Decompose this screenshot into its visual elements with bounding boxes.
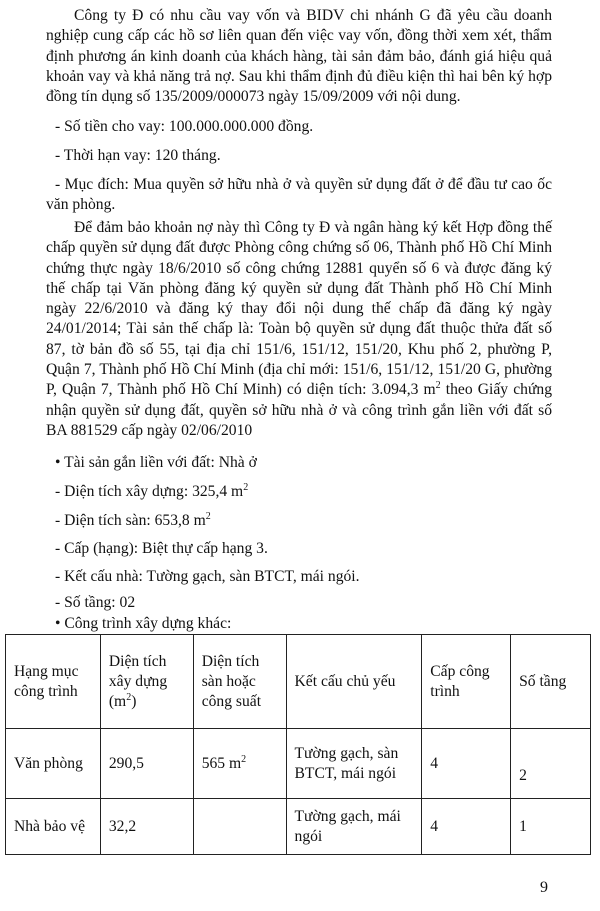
- loan-term-line: - Thời hạn vay: 120 tháng.: [55, 147, 221, 164]
- loan-amount-line: - Số tiền cho vay: 100.000.000.000 đồng.: [55, 118, 314, 135]
- attached-asset-line: • Tài sản gắn liền với đất: Nhà ở: [55, 454, 257, 471]
- cell-grade: 4: [422, 729, 511, 799]
- cell-floor-area: 565 $m^2$: [193, 729, 286, 799]
- page-number: 9: [540, 879, 548, 896]
- construction-table: [5, 634, 591, 855]
- collateral-paragraph: Để đảm bảo khoản nợ này thì Công ty Đ và ngân hàng ký kết Hợp đồng thế chấp quyền sử dụng đất được Phòng công chứng số 06, Thành phố Hồ Chí Minh chứng thực ngày 18/6/2010 số công chứng 12881 quyển số 6 và được đăng ký thế chấp tại Văn phòng đăng ký quyền sử dụng đất Thành phố Hồ Chí Minh ngày 22/6/2010 và đăng ký thay đổi nội dung thế chấp đã đăng ký ngày 24/01/2014; Tài sản thế chấp là: Toàn bộ quyền sử dụng đất thuộc thửa đất số 87, tờ bản đồ số 55, tại địa chỉ 151/6, 151/12, 151/20, Khu phố 2, phường P, Quận 7, Thành phố Hồ Chí Minh (địa chỉ mới: 151/6, 151/12, 151/20 G, phường P, Quận 7, Thành phố Hồ Chí Minh) có diện tích: 3.094,3 $m^2$ theo Giấy chứng nhận quyền sử dụng đất, quyền sở hữu nhà ở và công trình gắn liền với đất số BA 881529 cấp ngày 02/06/2010: [46, 219, 552, 439]
- cell-floors: 1: [511, 799, 591, 855]
- cell-category: Nhà bảo vệ: [6, 799, 101, 855]
- cell-floor-area: [193, 799, 286, 855]
- cell-building-area: 32,2: [100, 799, 193, 855]
- cell-grade: 4: [422, 799, 511, 855]
- floor-area-line: - Diện tích sàn: 653,8 $m^2$: [55, 510, 211, 529]
- floors-line: - Số tầng: 02: [55, 594, 136, 611]
- header-grade: Cấp công trình: [422, 635, 511, 729]
- intro-paragraph: Công ty Đ có nhu cầu vay vốn và BIDV chi nhánh G đã yêu cầu doanh nghiệp cung cấp các hồ sơ liên quan đến việc vay vốn, đồng thời xem xét, thẩm định phương án kinh doanh của khách hàng, tài sản đảm bảo, đánh giá hiệu quả khoản vay và khả năng trả nợ. Sau khi thẩm định đủ điều kiện thì hai bên ký hợp đồng tín dụng số 135/2009/000073 ngày 15/09/2009 với nội dung.: [46, 7, 552, 106]
- header-building-area: Diện tích xây dựng $(m^2)$: [100, 635, 193, 729]
- table-row: [6, 729, 591, 799]
- loan-purpose-line: - Mục đích: Mua quyền sở hữu nhà ở và quyền sử dụng đất ở để đầu tư cao ốc văn phòng.: [46, 176, 552, 214]
- grade-line: - Cấp (hạng): Biệt thự cấp hạng 3.: [55, 540, 268, 557]
- cell-floors: 2: [511, 729, 591, 799]
- cell-category: Văn phòng: [6, 729, 101, 799]
- other-works-line: • Công trình xây dựng khác:: [55, 615, 232, 632]
- table-row: [6, 799, 591, 855]
- building-area-line: - Diện tích xây dựng: 325,4 $m^2$: [55, 481, 249, 500]
- header-category: Hạng mục công trình: [6, 635, 101, 729]
- table-header-row: [6, 635, 591, 729]
- structure-line: - Kết cấu nhà: Tường gạch, sàn BTCT, mái ngói.: [55, 568, 360, 585]
- header-floors: Số tầng: [511, 635, 591, 729]
- cell-building-area: 290,5: [100, 729, 193, 799]
- cell-structure: Tường gạch, sàn BTCT, mái ngói: [286, 729, 422, 799]
- header-main-structure: Kết cấu chủ yếu: [286, 635, 422, 729]
- header-floor-capacity: Diện tích sàn hoặc công suất: [193, 635, 286, 729]
- cell-structure: Tường gạch, mái ngói: [286, 799, 422, 855]
